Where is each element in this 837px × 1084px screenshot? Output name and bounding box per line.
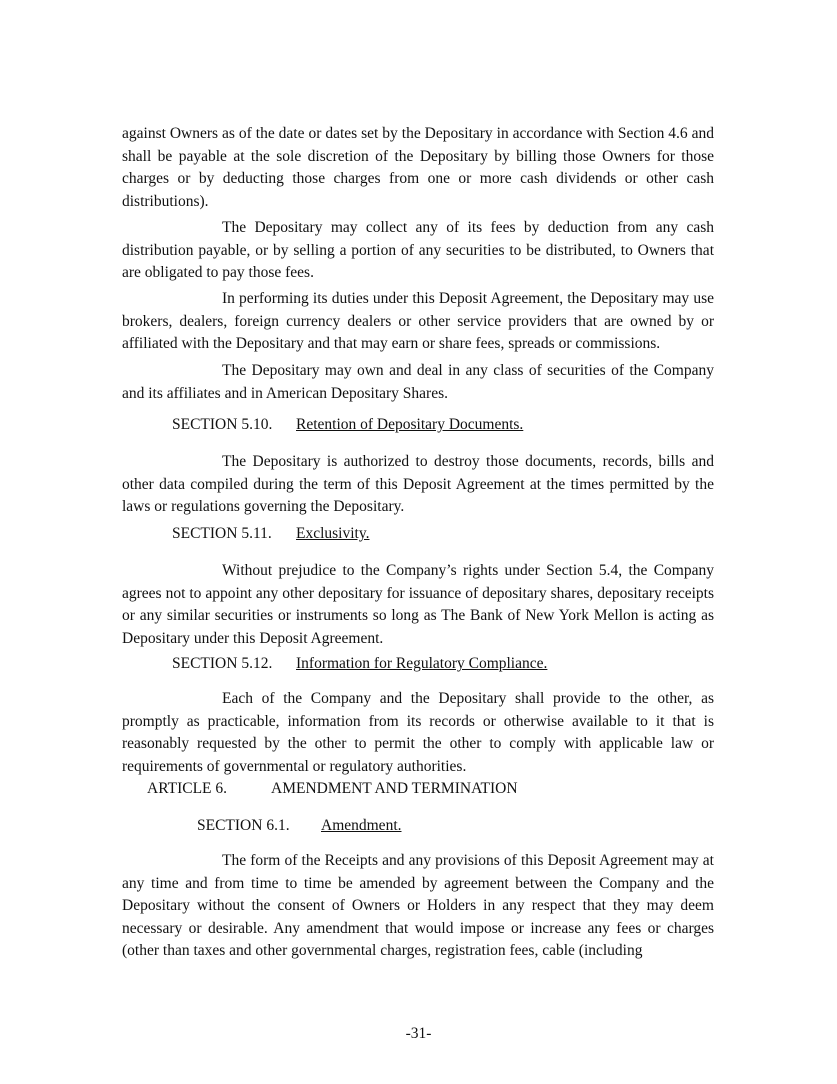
section-number: SECTION 6.1. [197, 817, 290, 834]
paragraph-fees-owners: against Owners as of the date or dates set by the Depositary in accordance with Section 4.6 and shall be payable at the sole discretion of the Depositary by billing those Owners for those charges or by deducting those charges from one or more cash dividends or other cash distributions). [122, 125, 714, 210]
paragraph-regulatory-compliance: Each of the Company and the Depositary shall provide to the other, as promptly as practicable, information from its records or otherwise available to it that is reasonably requested by the other to permit the other to comply with applicable law or requirements of governmental or regulatory authorities. [122, 690, 714, 775]
section-6-1-heading [197, 815, 402, 837]
section-number: SECTION 5.10. [172, 416, 273, 433]
section-title: Amendment. [321, 817, 402, 834]
section-number: SECTION 5.12. [172, 655, 273, 672]
paragraph-own-securities: The Depositary may own and deal in any class of securities of the Company and its affiliates and in American Depositary Shares. [122, 362, 714, 402]
paragraph-collect-fees: The Depositary may collect any of its fees by deduction from any cash distribution payable, or by selling a portion of any securities to be distributed, to Owners that are obligated to pay those fees. [122, 219, 714, 282]
section-title: Retention of Depositary Documents. [296, 416, 524, 433]
paragraph-retention: The Depositary is authorized to destroy those documents, records, bills and other data compiled during the term of this Deposit Agreement at the times permitted by the laws or regulations governing the Depositary. [122, 453, 714, 516]
article-title: AMENDMENT AND TERMINATION [271, 780, 518, 797]
section-5-11-heading [172, 523, 369, 545]
paragraph-amendment: The form of the Receipts and any provisions of this Deposit Agreement may at any time and from time to time be amended by agreement between the Company and the Depositary without the consent of Owners or Holders in any respect that they may deem necessary or desirable. Any amendment that would impose or increase any fees or charges (other than taxes and other governmental charges, registration fees, cable (including [122, 852, 714, 960]
paragraph-performing-duties: In performing its duties under this Deposit Agreement, the Depositary may use brokers, dealers, foreign currency dealers or other service providers that are owned by or affiliated with the Depositary and that may earn or share fees, spreads or commissions. [122, 290, 714, 353]
section-title: Exclusivity. [296, 525, 370, 542]
article-6-heading [147, 778, 518, 800]
paragraph-exclusivity: Without prejudice to the Company’s rights under Section 5.4, the Company agrees not to appoint any other depositary for issuance of depositary shares, depositary receipts or any similar securities or instruments so long as The Bank of New York Mellon is acting as Depositary under this Deposit Agreement. [122, 562, 714, 647]
section-5-10-heading [172, 414, 523, 436]
page-number: -31- [405, 1025, 432, 1042]
section-5-12-heading [172, 653, 547, 675]
article-number: ARTICLE 6. [147, 780, 228, 797]
section-title: Information for Regulatory Compliance. [296, 655, 548, 672]
section-number: SECTION 5.11. [172, 525, 272, 542]
